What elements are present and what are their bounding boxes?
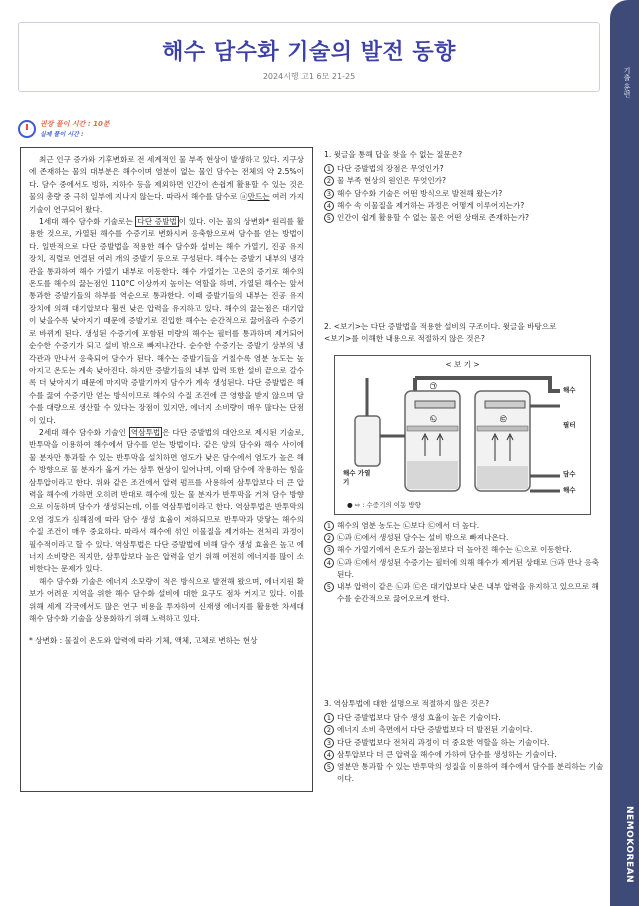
passage-paragraph-1: 최근 인구 증가와 기후변화로 전 세계적인 물 부족 현상이 발생하고 있다. 지구상에 존재하는 물의 대부분은 해수이며 염분이 없는 물인 담수는 전체의 약 2.5%이다. 담수 중에서도 빙하, 지하수 등을 제외하면 인간이 손쉽게 활용할 수 있는 것은 물의 총량 중 극히 일부에 지나지 않는다. 따라서 해수를 담수로 ⓐ만드는 여러 가지 기술이 연구되어 왔다.	[29, 155, 304, 214]
page-title: 해수 담수화 기술의 발전 동향	[162, 40, 456, 65]
question-2-options	[324, 520, 606, 605]
question-2-option-5[interactable]: 5 내부 압력이 같은 ㉡과 ㉢은 대기압보다 낮은 내부 압력을 유지하고 있으므로 해수를 순간적으로 끓어오르게 한다.	[324, 581, 606, 605]
stopwatch-icon	[18, 120, 36, 138]
question-3-option-2[interactable]: 2 에너지 소비 측면에서 다단 증발법보다 더 발전된 기술이다.	[324, 724, 606, 736]
question-3-option-1[interactable]: 1 다단 증발법보다 담수 생성 효율이 높은 기술이다.	[324, 712, 606, 724]
question-1-option-4[interactable]: 4 해수 속 이물질을 제거하는 과정은 어떻게 이루어지는가?	[324, 200, 606, 212]
boxed-term-1: 다단 증발법	[137, 217, 177, 227]
recommended-time: 권장 풀이 시간 : 10분	[40, 120, 110, 128]
bogi-diagram-box	[334, 355, 591, 515]
passage-paragraph-3: 2세대 해수 담수화 기술인 역삼투법 은 다단 증발법의 대안으로 제시된 기술로, 반투막을 이용하여 해수에서 담수를 얻는 방법이다. 같은 양의 담수와 해수 사이에 물 분자만 통과할 수 있는 반투막을 설치하면 염도가 낮은 담수에서 염도가 높은 해수 방향으로 물 분자가 옮겨 가는 삼투 현상이 일어나며, 이때 담수에 작용하는 힘을 삼투압이라고 한다. 위와 같은 조건에서 압력 펌프를 사용하여 삼투압보다 더 큰 압력을 해수에 가하면 오히려 반대로 해수에 있는 물 분자가 반투막을 거쳐 담수 방향으로 이동하며 담수가 생성되는데, 이를 역삼투법이라고 한다. 역삼투법은 반투막의 오염 정도가 심해짐에 따라 담수 생성 효율이 저하되므로 반투막과 맞닿는 해수의 수질 조건이 매우 중요하다. 따라서 해수에 섞인 이물질을 제거하는 전처리 과정이 필수적이라고 할 수 있다. 역삼투법은 다단 증발법에 비해 담수 생성 효율은 높고 에너지 소비량은 적지만, 삼투압보다 높은 압력을 얻기 위해 여전히 에너지를 많이 소비한다는 문제가 있다.	[29, 427, 305, 574]
heater	[355, 416, 380, 466]
side-brand-label: NEMOKOREAN	[624, 806, 634, 884]
side-top-label: 기출 훈련	[623, 66, 631, 98]
diagram-legend: ● ⇨ : 수증기의 이동 방향	[347, 501, 421, 509]
passage-box	[20, 147, 313, 792]
boxed-term-2: 역삼투법	[130, 427, 161, 437]
question-1-option-1[interactable]: 1 다단 증발법의 장점은 무엇인가?	[324, 163, 606, 175]
evaporator-2-water	[477, 466, 528, 489]
question-1-stem: 1. 윗글을 통해 답을 찾을 수 없는 질문은?	[324, 150, 463, 159]
label-seawater-2: 해수	[563, 486, 576, 494]
question-2-option-4[interactable]: 4 ㉡과 ㉢에서 생성된 수증기는 필터에 의해 해수가 제거된 상태로 ㉠과 만나 응축된다.	[324, 557, 606, 581]
passage	[29, 154, 304, 648]
footnote: * 상변화 : 물질이 온도와 압력에 따라 기체, 액체, 고체로 변하는 현상	[29, 636, 258, 646]
question-1-option-3[interactable]: 3 해수 담수화 기술은 어떤 방식으로 발전해 왔는가?	[324, 188, 606, 200]
label-a: ㉠	[430, 382, 437, 390]
question-1	[324, 149, 606, 224]
label-b: ㉡	[430, 415, 437, 423]
question-2-option-3[interactable]: 3 해수 가열기에서 온도가 끓는점보다 더 높아진 해수는 ㉡으로 이동한다.	[324, 544, 606, 556]
actual-time: 실제 풀이 시간 :	[40, 131, 84, 138]
passage-paragraph-2: 1세대 해수 담수화 기술로는 다단 증발법 이 있다. 이는 물의 상변화* 원리를 활용한 것으로, 가열된 해수를 수증기로 변화시켜 응축함으로써 담수를 얻는 방법이다. 일반적으로 다단 증발법을 적용한 해수 담수화 설비는 해수 가열기, 진공 유지 장치, 직렬로 연결된 여러 개의 증발기 등으로 구성된다. 해수는 증발기 내부의 냉각관을 통과하여 해수 가열기 내부로 이동한다. 해수 가열기는 고온의 증기로 해수의 온도를 해수의 끓는점인 110°C 이상까지 높이는 역할을 하며, 가열된 해수는 앞서 통과한 증발기들의 하부를 역순으로 통과한다. 이때 증발기들의 내부는 진공 유지 장치에 의해 대기압보다 훨씬 낮은 압력을 유지하고 있다. 해수의 끓는점은 대기압이 낮을수록 낮아지기 때문에 증발기로 진입한 해수는 순간적으로 끓어올라 수증기로 바뀌게 된다. 생성된 수증기에 포함된 미량의 해수는 필터를 통과하며 제거되어 순수한 수증기가 되고 설비 밖으로 빠져나간다. 순수한 수증기는 증발기 상부의 냉각관과 만나서 응축되어 담수가 된다. 해수는 증발기들을 거칠수록 염분 농도는 높아지고 온도는 계속 낮아진다. 하지만 증발기들의 내부 압력 또한 설비 끝으로 갈수록 더 낮아지기 때문에 마지막 증발기까지 담수가 계속 생성된다. 다단 증발법은 해수를 끓여 수증기만 얻는 방식이므로 해수의 수질 조건에 큰 영향을 받지 않으며 담수를 대량으로 생산할 수 있다는 장점이 있지만, 에너지 소비량이 매우 많다는 단점이 있다.	[29, 217, 305, 425]
desalination-diagram	[335, 356, 592, 516]
question-3-option-5[interactable]: 5 염분만 통과할 수 있는 반투막의 성질을 이용하여 해수에서 담수를 분리하는 기술이다.	[324, 761, 606, 785]
evaporator-1-water	[407, 461, 458, 489]
bogi-title: < 보 기 >	[445, 360, 480, 369]
side-tab	[610, 0, 639, 906]
filter-1	[407, 426, 458, 431]
question-1-option-5[interactable]: 5 인간이 쉽게 활용할 수 없는 물은 어떤 상태로 존재하는가?	[324, 212, 606, 224]
label-c: ㉢	[500, 415, 507, 423]
question-2-stem: 2. <보기>는 다단 증발법을 적용한 설비의 구조이다. 윗글을 바탕으로 <보기>를 이해한 내용으로 적절하지 않은 것은?	[324, 322, 557, 344]
filter-2	[477, 426, 528, 431]
label-heater: 해수 가열기	[343, 469, 371, 486]
question-3	[324, 698, 606, 785]
label-freshwater: 담수	[563, 470, 576, 478]
coil-1	[415, 401, 455, 408]
passage-paragraph-4: 해수 담수화 기술은 에너지 소모량이 적은 방식으로 발전해 왔으며, 에너지원 확보가 어려운 지역을 위한 해수 담수화 설비에 대한 요구도 점차 커지고 있다. 이를 위해 세계 각국에서도 많은 연구 비용을 투자하여 신재생 에너지를 활용한 차세대 해수 담수화 기술을 상용화하기 위해 노력하고 있다.	[29, 576, 304, 624]
underlined-word: 만드는	[247, 192, 270, 202]
question-3-option-4[interactable]: 4 삼투압보다 더 큰 압력을 해수에 가하여 담수를 생성하는 기술이다.	[324, 749, 606, 761]
question-1-option-2[interactable]: 2 물 부족 현상의 원인은 무엇인가?	[324, 175, 606, 187]
question-3-stem: 3. 역삼투법에 대한 설명으로 적절하지 않은 것은?	[324, 699, 490, 708]
label-filter: 필터	[563, 421, 576, 429]
question-2-option-2[interactable]: 2 ㉡과 ㉢에서 생성된 담수는 설비 밖으로 빠져나온다.	[324, 532, 606, 544]
title-box	[18, 22, 600, 92]
question-3-option-3[interactable]: 3 다단 증발법보다 전처리 과정이 더 중요한 역할을 하는 기술이다.	[324, 737, 606, 749]
coil-2	[485, 401, 525, 408]
question-2-option-1[interactable]: 1 해수의 염분 농도는 ㉡보다 ㉢에서 더 높다.	[324, 520, 606, 532]
page-subtitle: 2024시행 고1 6모 21-25	[262, 72, 356, 81]
label-seawater: 해수	[563, 386, 576, 394]
